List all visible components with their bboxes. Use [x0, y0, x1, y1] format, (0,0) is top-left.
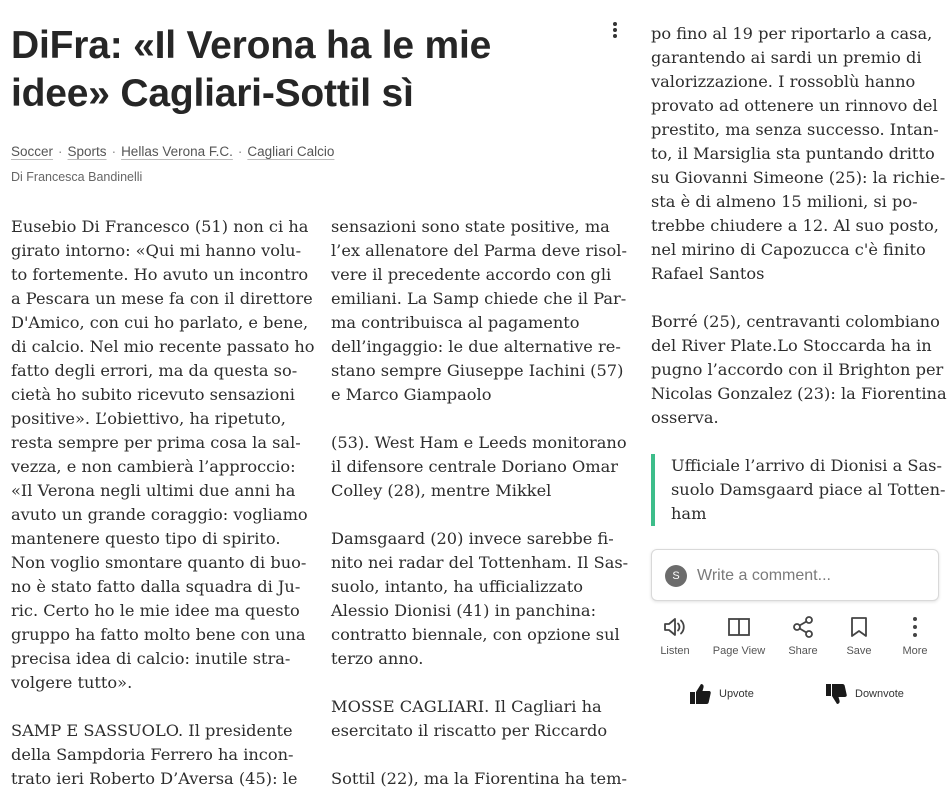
text-line: Rafael Santos [651, 264, 765, 283]
article-paragraph [331, 431, 631, 503]
text-line: girato intorno: «Qui mi hanno volu- [11, 241, 302, 260]
downvote-label: Downvote [855, 688, 904, 700]
tag-list [11, 144, 334, 159]
action-bar [651, 615, 941, 663]
share-button[interactable] [773, 615, 833, 657]
vote-bar [651, 683, 941, 711]
save-button[interactable] [829, 615, 889, 657]
article-paragraph [331, 767, 631, 791]
comment-input[interactable] [697, 565, 927, 587]
text-line: vezza, e non cambierà l’approccio: [11, 457, 296, 476]
text-line: valorizzazione. I rossoblù hanno [651, 72, 916, 91]
article-paragraph [11, 719, 311, 791]
article-column-2 [331, 215, 631, 807]
text-line: il difensore centrale Doriano Omar [331, 457, 619, 476]
save-label: Save [846, 645, 872, 657]
tag-cagliari[interactable]: Cagliari Calcio [247, 144, 335, 159]
author-byline: Di Francesca Bandinelli [11, 170, 143, 184]
text-line: D'Amico, con cui ho parlato, e bene, [11, 313, 309, 332]
text-line: nito nei radar del Tottenham. Il Sas- [331, 553, 629, 572]
text-line: esercitato il riscatto per Riccardo [331, 721, 608, 740]
text-line: (53). West Ham e Leeds monitorano [331, 433, 627, 452]
thumbs-up-icon [689, 683, 711, 705]
article-column-1 [11, 215, 315, 807]
text-line: sensazioni sono state positive, ma [331, 217, 610, 236]
quote-line: suolo Damsgaard piace al Totten- [671, 480, 946, 499]
text-line: «Il Verona negli ultimi due anni ha [11, 481, 296, 500]
article-paragraph [11, 215, 315, 695]
text-line: della Sampdoria Ferrero ha incon- [11, 745, 294, 764]
text-line: terzo anno. [331, 649, 424, 668]
text-line: vere il precedente accordo con gli [331, 265, 612, 284]
text-line: gruppo ha fatto molto bene con una [11, 625, 306, 644]
article-title: DiFra: «Il Verona ha le mie idee» Cagliari-Sottil sì [11, 24, 492, 115]
text-line: su Giovanni Simeone (25): la richie- [651, 168, 946, 187]
pull-quote [651, 454, 946, 526]
text-line: positive». L’obiettivo, ha ripetuto, [11, 409, 286, 428]
text-line: Nicolas Gonzalez (23): la Fiorentina [651, 384, 947, 403]
text-line: SAMP E SASSUOLO. Il presidente [11, 721, 293, 740]
more-options-icon[interactable] [605, 20, 625, 42]
quote-line: ham [671, 504, 707, 523]
page-view-icon [726, 615, 752, 639]
article-paragraph [651, 310, 947, 430]
text-line: dell’ingaggio: le due alternative re- [331, 337, 621, 356]
separator-dot: · [111, 144, 117, 159]
text-line: contratto biennale, con opzione sul [331, 625, 620, 644]
text-line: nel mirino di Capozucca c'è finito [651, 240, 926, 259]
text-line: avuto un grande coraggio: vogliamo [11, 505, 308, 524]
page-view-label: Page View [712, 645, 766, 657]
text-line: MOSSE CAGLIARI. Il Cagliari ha [331, 697, 602, 716]
text-line: prestito, ma senza successo. Intan- [651, 120, 939, 139]
separator-dot: · [237, 144, 243, 159]
text-line: Borré (25), centravanti colombiano [651, 312, 940, 331]
text-line: Alessio Dionisi (41) in panchina: [331, 601, 597, 620]
text-line: to fortemente. Ho avuto un incontro [11, 265, 309, 284]
upvote-label: Upvote [719, 688, 754, 700]
article-paragraph [331, 695, 631, 743]
text-line: ric. Certo ho le mie idee ma questo [11, 601, 300, 620]
share-icon [790, 615, 816, 639]
upvote-button[interactable] [689, 683, 754, 705]
text-line: resta sempre per prima cosa la sal- [11, 433, 301, 452]
text-line: ma contribuisca al pagamento [331, 313, 580, 332]
avatar: S [665, 565, 687, 587]
share-label: Share [788, 645, 818, 657]
text-line: e Marco Giampaolo [331, 385, 492, 404]
text-line: di calcio. Nel mio recente passato ho [11, 337, 315, 356]
text-line: Sottil (22), ma la Fiorentina ha tem- [331, 769, 627, 788]
more-button[interactable] [885, 615, 945, 657]
thumbs-down-icon [825, 683, 847, 705]
page-view-button[interactable] [709, 615, 769, 657]
text-line: provato ad ottenere un rinnovo del [651, 96, 938, 115]
text-line: to, il Marsiglia sta puntando dritto [651, 144, 935, 163]
more-label: More [902, 645, 928, 657]
text-line: Damsgaard (20) invece sarebbe fi- [331, 529, 614, 548]
text-line: a Pescara un mese fa con il direttore [11, 289, 313, 308]
downvote-button[interactable] [825, 683, 904, 705]
article-paragraph [651, 22, 946, 286]
listen-label: Listen [660, 645, 690, 657]
text-line: precisa idea di calcio: inutile stra- [11, 649, 291, 668]
comment-box[interactable] [651, 549, 939, 601]
text-line: po fino al 19 per riportarlo a casa, [651, 24, 933, 43]
text-line: Colley (28), mentre Mikkel [331, 481, 552, 500]
article-paragraph [331, 215, 631, 407]
text-line: osserva. [651, 408, 719, 427]
text-line: stano sempre Giuseppe Iachini (57) [331, 361, 624, 380]
text-line: cietà ho subito ricevuto sensazioni [11, 385, 295, 404]
text-line: fatto degli errori, ma da questa so- [11, 361, 298, 380]
text-line: Non voglio smontare quanto di buo- [11, 553, 307, 572]
speaker-icon [662, 615, 688, 639]
text-line: suolo, intanto, ha ufficializzato [331, 577, 583, 596]
text-line: no è stato fatto dalla squadra di Ju- [11, 577, 301, 596]
listen-button[interactable] [645, 615, 705, 657]
more-vertical-icon [902, 615, 928, 639]
tag-sports[interactable]: Sports [67, 144, 107, 159]
text-line: trebbe chiudere a 12. Al suo posto, [651, 216, 939, 235]
tag-hellas-verona[interactable]: Hellas Verona F.C. [121, 144, 233, 159]
bookmark-icon [846, 615, 872, 639]
text-line: Eusebio Di Francesco (51) non ci ha [11, 217, 309, 236]
text-line: trato ieri Roberto D’Aversa (45): le [11, 769, 298, 788]
article-column-3 [651, 22, 947, 454]
text-line: garantendo ai sardi un premio di [651, 48, 922, 67]
quote-line: Ufficiale l’arrivo di Dionisi a Sas- [671, 456, 942, 475]
text-line: l’ex allenatore del Parma deve risol- [331, 241, 627, 260]
tag-soccer[interactable]: Soccer [11, 144, 54, 159]
text-line: sta è di almeno 15 milioni, si po- [651, 192, 918, 211]
text-line: volgere tutto». [11, 673, 133, 692]
text-line: emiliani. La Samp chiede che il Par- [331, 289, 627, 308]
text-line: del River Plate.Lo Stoccarda ha in [651, 336, 932, 355]
text-line: mantenere questo tipo di spirito. [11, 529, 281, 548]
text-line: pugno l’accordo con il Brighton per [651, 360, 944, 379]
separator-dot: · [58, 144, 63, 159]
article-paragraph [331, 527, 631, 671]
